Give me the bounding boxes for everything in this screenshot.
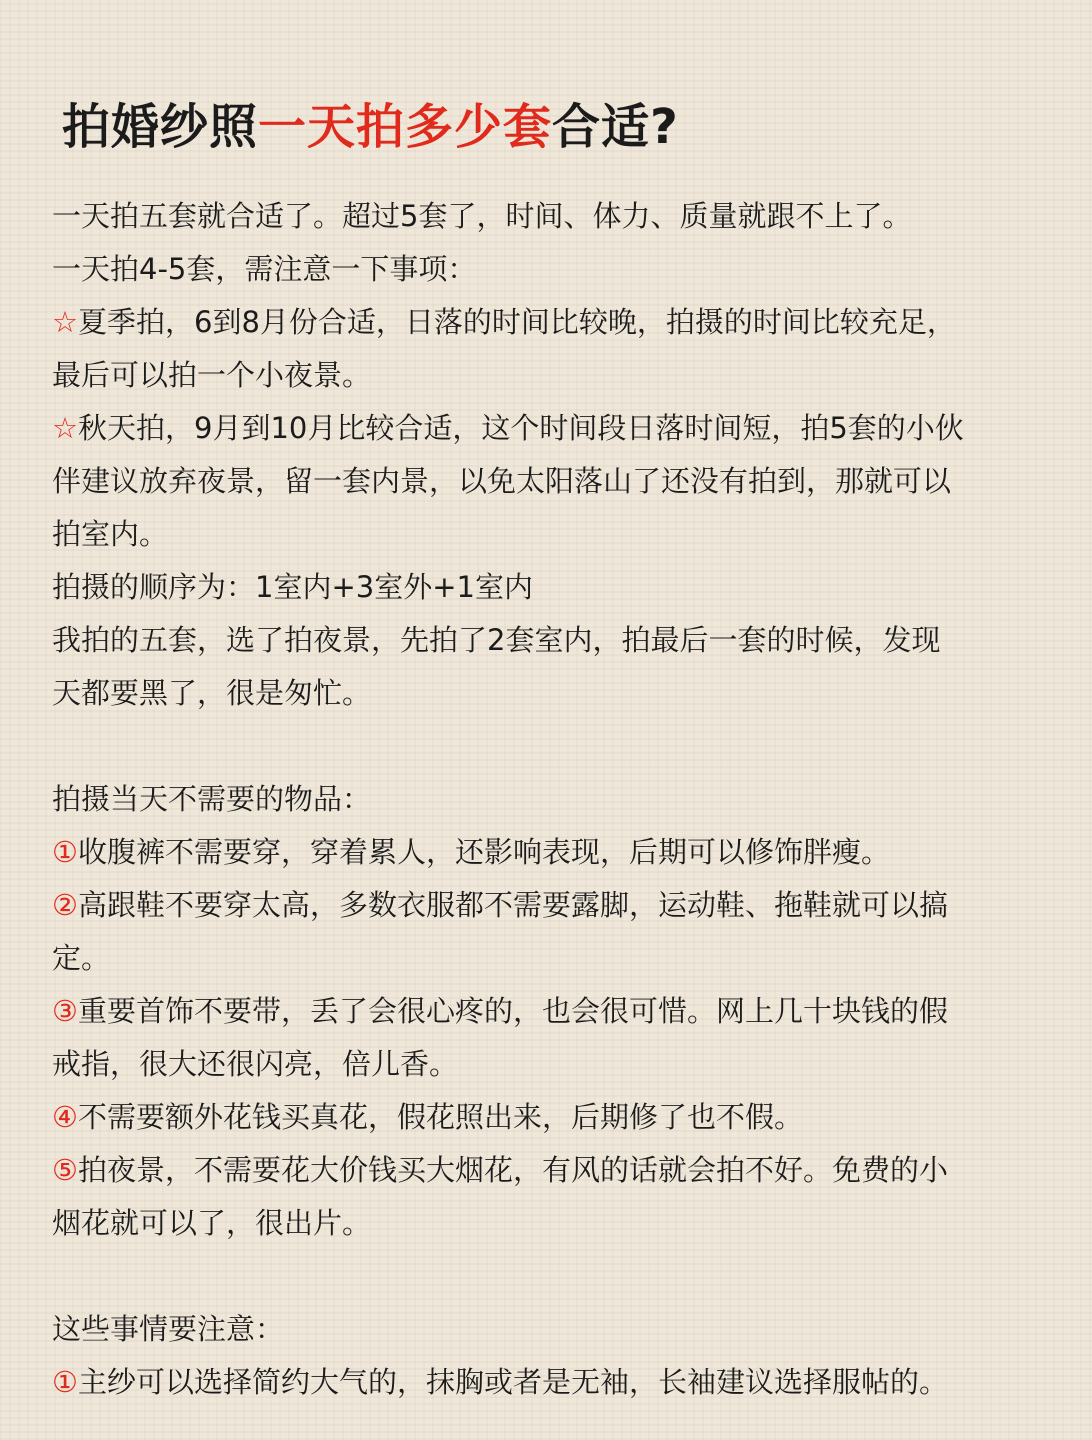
line-text: 这些事情要注意： bbox=[52, 1312, 285, 1346]
text-line bbox=[52, 455, 1042, 508]
list-number: ① bbox=[52, 835, 78, 869]
line-text: 天都要黑了，很是匆忙。 bbox=[52, 676, 372, 710]
blank-line bbox=[52, 1250, 1042, 1303]
text-line bbox=[52, 1197, 1042, 1250]
text-line bbox=[52, 932, 1042, 985]
text-line bbox=[52, 243, 1042, 296]
line-text: 拍摄的顺序为：1室内+3室外+1室内 bbox=[52, 570, 533, 604]
line-text: 高跟鞋不要穿太高，多数衣服都不需要露脚，运动鞋、拖鞋就可以搞 bbox=[78, 888, 949, 922]
line-text: 定。 bbox=[52, 941, 111, 975]
title-part-2: 合适? bbox=[552, 99, 679, 155]
text-line bbox=[52, 1303, 1042, 1356]
line-text: 主纱可以选择简约大气的，抹胸或者是无袖，长袖建议选择服帖的。 bbox=[78, 1365, 949, 1399]
star-icon: ☆ bbox=[52, 305, 78, 339]
text-line bbox=[52, 1356, 1042, 1409]
text-line bbox=[52, 296, 1042, 349]
text-line bbox=[52, 985, 1042, 1038]
line-text: 我拍的五套，选了拍夜景，先拍了2套室内，拍最后一套的时候，发现 bbox=[52, 623, 941, 657]
star-icon: ☆ bbox=[52, 411, 78, 445]
blank-line bbox=[52, 720, 1042, 773]
line-text: 烟花就可以了，很出片。 bbox=[52, 1206, 372, 1240]
line-text: 收腹裤不需要穿，穿着累人，还影响表现，后期可以修饰胖瘦。 bbox=[78, 835, 891, 869]
text-line bbox=[52, 1144, 1042, 1197]
line-text: 最后可以拍一个小夜景。 bbox=[52, 358, 372, 392]
list-number: ④ bbox=[52, 1100, 78, 1134]
line-text: 重要首饰不要带，丢了会很心疼的，也会很可惜。网上几十块钱的假 bbox=[78, 994, 949, 1028]
title-highlight: 一天拍多少套 bbox=[258, 99, 553, 155]
line-text: 一天拍4-5套，需注意一下事项： bbox=[52, 252, 477, 286]
line-text: 拍室内。 bbox=[52, 517, 169, 551]
text-line bbox=[52, 561, 1042, 614]
text-line bbox=[52, 1038, 1042, 1091]
title-part-1: 拍婚纱照 bbox=[62, 99, 259, 155]
list-number: ① bbox=[52, 1365, 78, 1399]
line-text: 一天拍五套就合适了。超过5套了，时间、体力、质量就跟不上了。 bbox=[52, 199, 912, 233]
line-text: 拍摄当天不需要的物品： bbox=[52, 782, 372, 816]
text-line bbox=[52, 190, 1042, 243]
list-number: ⑤ bbox=[52, 1153, 78, 1187]
article-body bbox=[52, 190, 1042, 1409]
line-text: 秋天拍，9月到10月比较合适，这个时间段日落时间短，拍5套的小伙 bbox=[78, 411, 964, 445]
text-line bbox=[52, 508, 1042, 561]
line-text: 戒指，很大还很闪亮，倍儿香。 bbox=[52, 1047, 459, 1081]
text-line bbox=[52, 402, 1042, 455]
line-text: 夏季拍，6到8月份合适，日落的时间比较晚，拍摄的时间比较充足， bbox=[78, 305, 956, 339]
list-number: ② bbox=[52, 888, 78, 922]
text-line bbox=[52, 1091, 1042, 1144]
list-number: ③ bbox=[52, 994, 78, 1028]
page-title bbox=[62, 88, 679, 157]
text-line bbox=[52, 826, 1042, 879]
text-line bbox=[52, 773, 1042, 826]
text-line bbox=[52, 667, 1042, 720]
line-text: 拍夜景，不需要花大价钱买大烟花，有风的话就会拍不好。免费的小 bbox=[78, 1153, 949, 1187]
line-text: 不需要额外花钱买真花，假花照出来，后期修了也不假。 bbox=[78, 1100, 804, 1134]
text-line bbox=[52, 349, 1042, 402]
text-line bbox=[52, 614, 1042, 667]
line-text: 伴建议放弃夜景，留一套内景，以免太阳落山了还没有拍到，那就可以 bbox=[52, 464, 952, 498]
text-line bbox=[52, 879, 1042, 932]
